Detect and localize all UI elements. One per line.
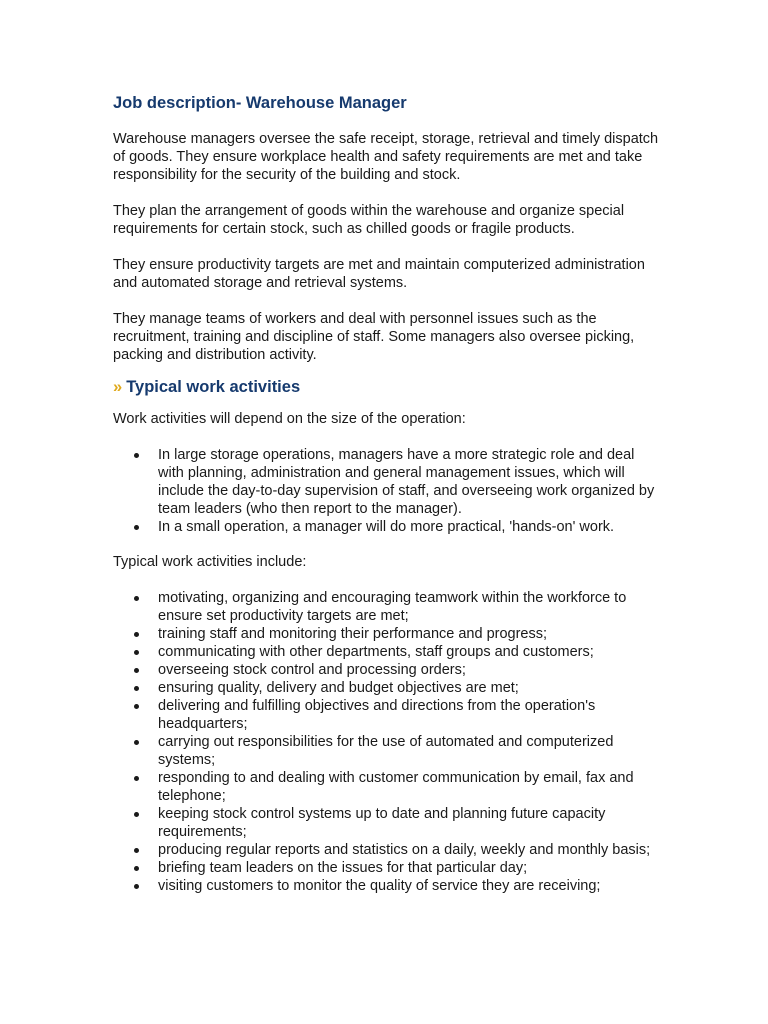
bullet-icon [134,866,139,871]
bullet-icon [134,776,139,781]
list-item [113,625,664,643]
intro-paragraph-3: They ensure productivity targets are met and maintain computerized administration and automated storage and retrieval systems. [113,257,645,291]
list-item [113,446,664,518]
intro-paragraph-1: Warehouse managers oversee the safe receipt, storage, retrieval and timely dispatch of goods. They ensure workplace health and safety requirements are met and take responsibility for the security of the building and stock. [113,131,659,183]
bullet-icon [134,686,139,691]
list-item [113,697,664,733]
list-item-text: carrying out responsibilities for the use of automated and computerized systems; [158,734,614,768]
list-item-text: communicating with other departments, staff groups and customers; [158,644,594,660]
list-item-text: motivating, organizing and encouraging teamwork within the workforce to ensure set productivity targets are met; [158,590,627,624]
bullet-icon [134,453,139,458]
list-item [113,589,664,625]
list-item-text: keeping stock control systems up to date and planning future capacity requirements; [158,806,606,840]
section-heading [113,376,664,398]
list-item-text: In a small operation, a manager will do more practical, 'hands-on' work. [158,519,615,535]
size-list [113,446,664,536]
list-item [113,733,664,769]
intro-paragraph-2: They plan the arrangement of goods within the warehouse and organize special requirements for certain stock, such as chilled goods or fragile products. [113,203,625,237]
intro-paragraph-4: They manage teams of workers and deal with personnel issues such as the recruitment, training and discipline of staff. Some managers also oversee picking, packing and distribution activity. [113,311,635,363]
list-item [113,679,664,697]
bullet-icon [134,884,139,889]
list-item [113,643,664,661]
bullet-icon [134,740,139,745]
list-item-text: delivering and fulfilling objectives and directions from the operation's headquarters; [158,698,596,732]
list-item-text: In large storage operations, managers have a more strategic role and deal with planning, administration and general management issues, which will include the day-to-day supervision of staff, and overseeing work organized by team leaders (who then report to the manager). [158,447,655,517]
list-item-text: overseeing stock control and processing orders; [158,662,466,678]
bullet-icon [134,848,139,853]
chevron-marker-icon: » [113,378,123,396]
bullet-icon [134,650,139,655]
section-lead: Work activities will depend on the size of the operation: [113,411,466,427]
bullet-icon [134,704,139,709]
activities-list [113,589,664,895]
bullet-icon [134,812,139,817]
list-item-text: responding to and dealing with customer communication by email, fax and telephone; [158,770,634,804]
list-item [113,841,664,859]
section-heading-label: Typical work activities [126,378,301,396]
list-item-text: ensuring quality, delivery and budget objectives are met; [158,680,519,696]
bullet-icon [134,668,139,673]
list-item [113,877,664,895]
activities-lead: Typical work activities include: [113,554,307,570]
bullet-icon [134,632,139,637]
list-item-text: training staff and monitoring their performance and progress; [158,626,548,642]
list-item-text: briefing team leaders on the issues for that particular day; [158,860,528,876]
bullet-icon [134,596,139,601]
document-title: Job description- Warehouse Manager [113,94,407,112]
list-item [113,518,664,536]
list-item [113,805,664,841]
list-item [113,661,664,679]
list-item-text: visiting customers to monitor the quality of service they are receiving; [158,878,601,894]
list-item [113,859,664,877]
bullet-icon [134,525,139,530]
list-item [113,769,664,805]
list-item-text: producing regular reports and statistics on a daily, weekly and monthly basis; [158,842,651,858]
